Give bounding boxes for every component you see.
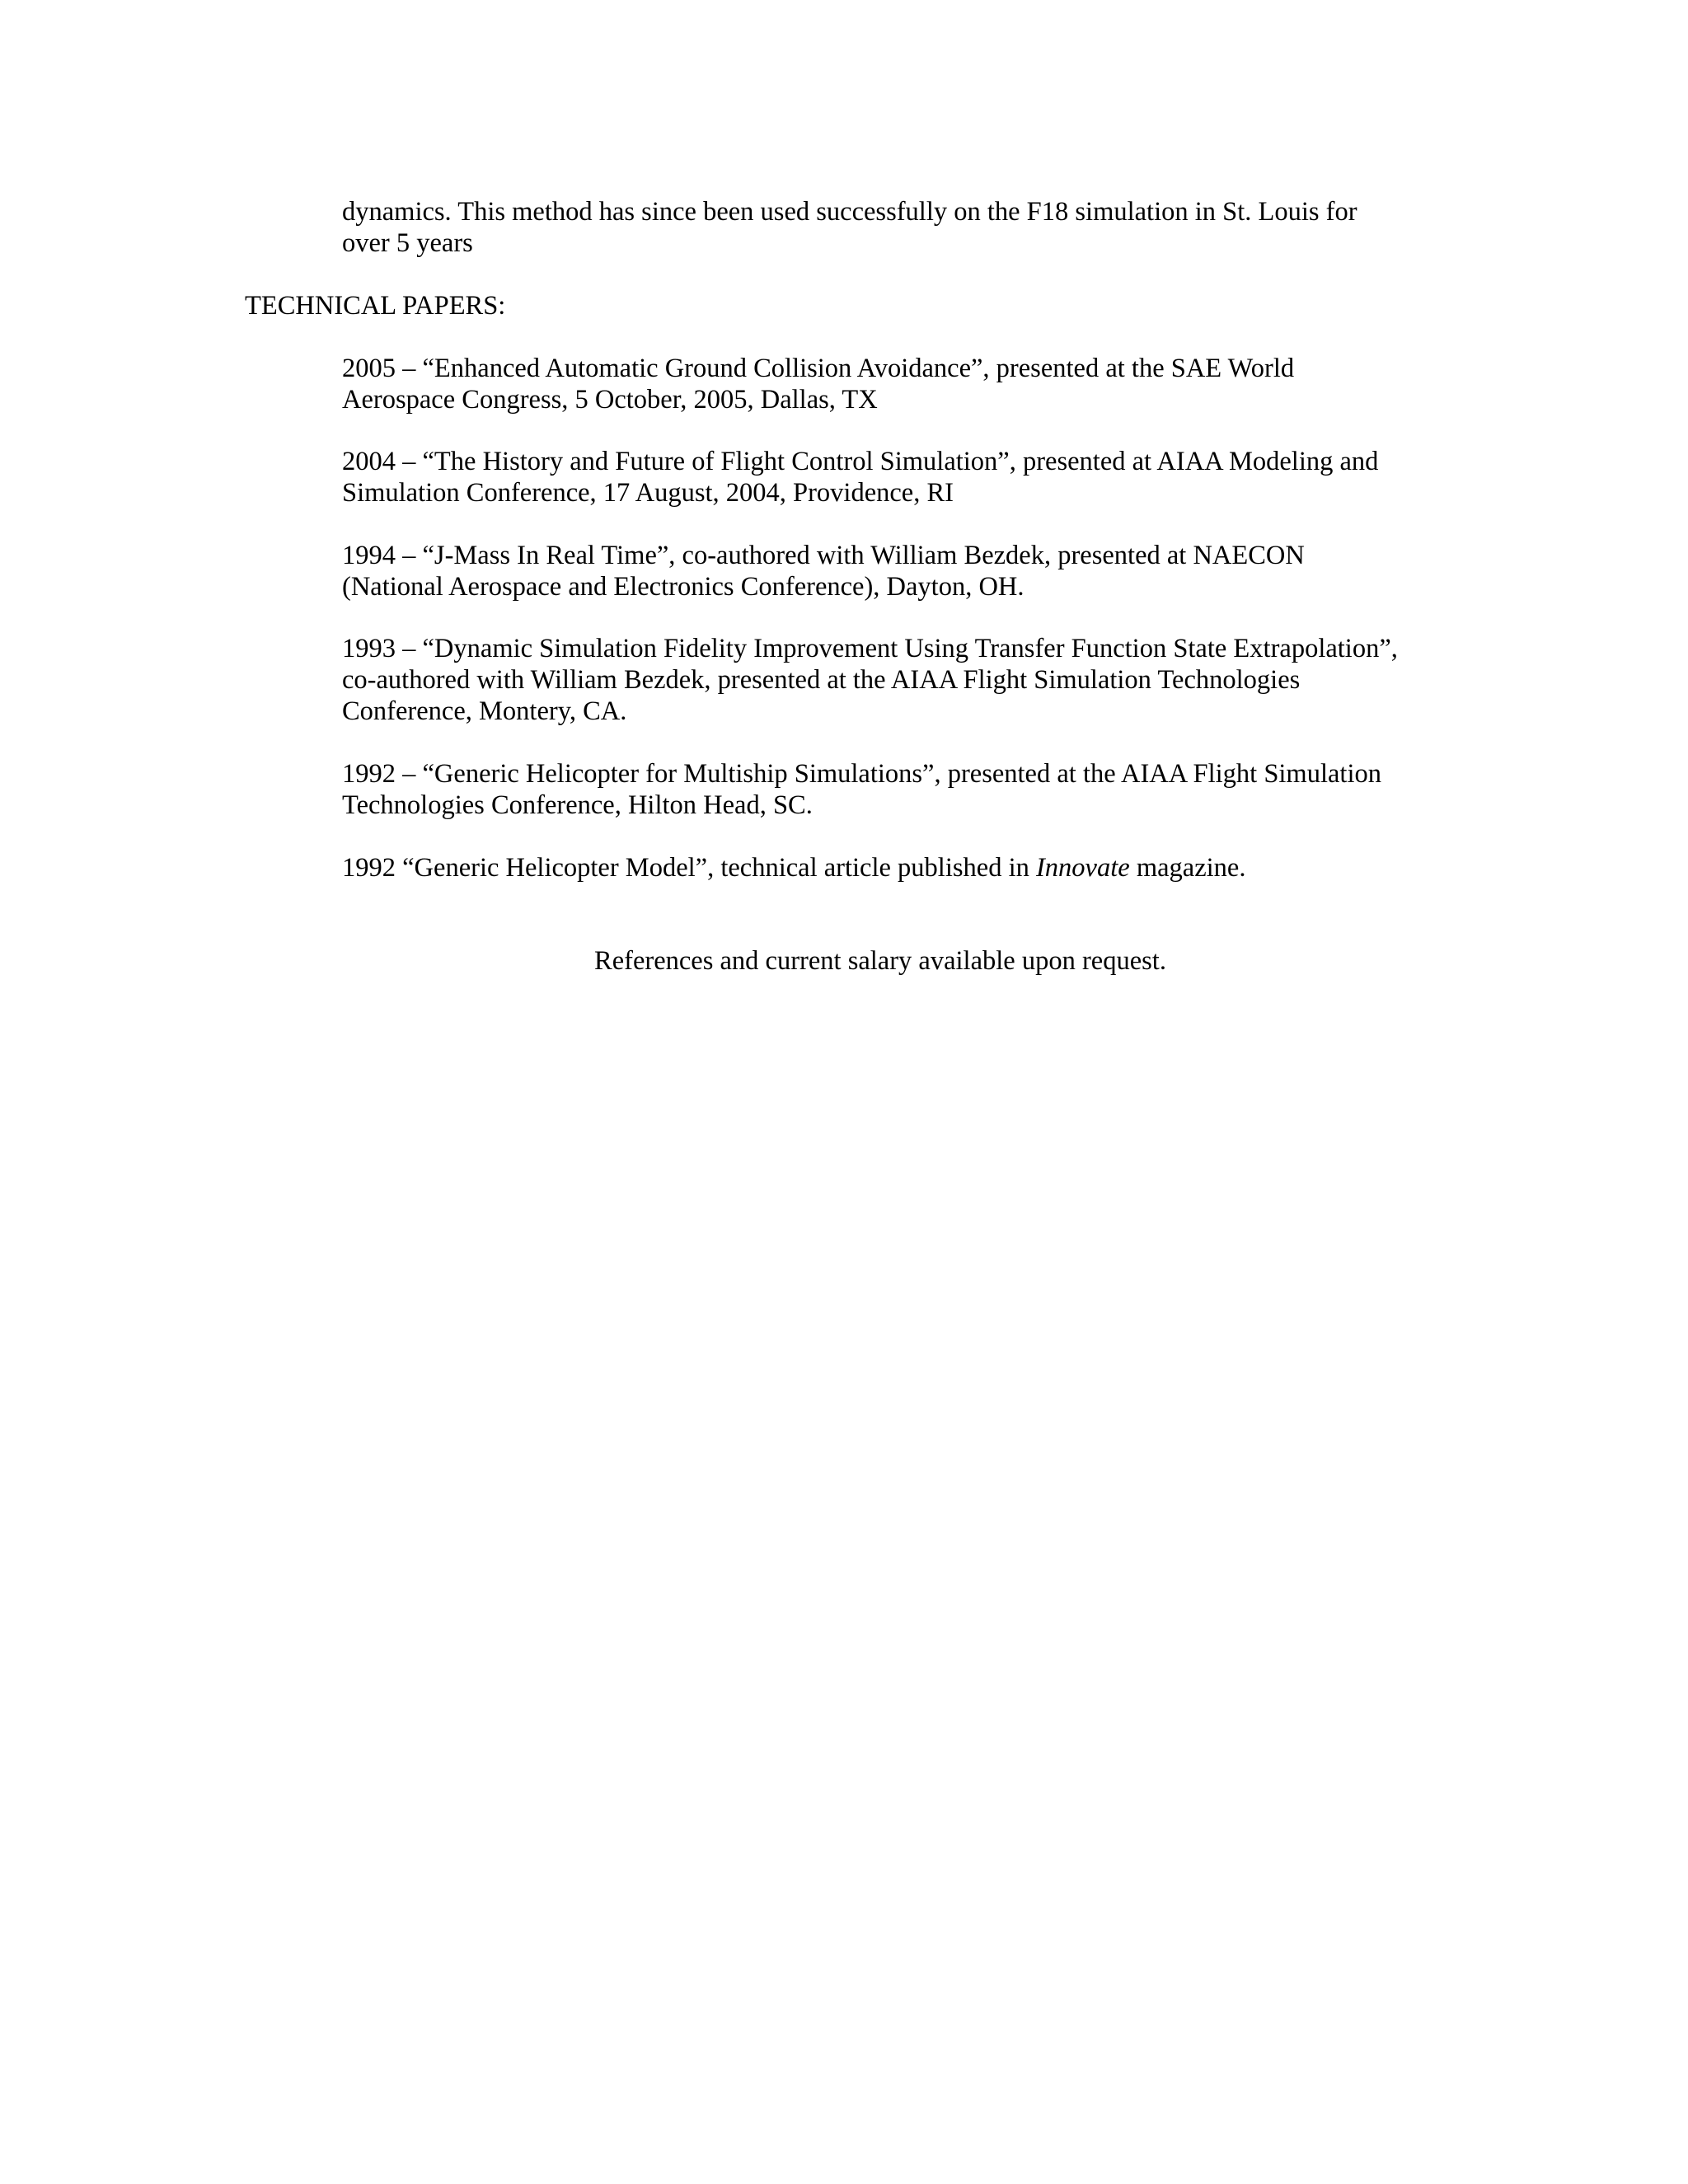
section-heading-technical-papers: TECHNICAL PAPERS:	[245, 291, 506, 321]
paper-entry-text: magazine.	[1129, 853, 1246, 883]
paper-entry-line: 1993 – “Dynamic Simulation Fidelity Improvement Using Transfer Function State Extrapolation”,	[342, 634, 1398, 663]
closing-statement: References and current salary available upon request.	[594, 946, 1166, 976]
paper-entry-line: 2005 – “Enhanced Automatic Ground Collision Avoidance”, presented at the SAE World	[342, 354, 1295, 383]
paper-entry-text: 1992 “Generic Helicopter Model”, technical article published in	[342, 853, 1036, 883]
continuation-line: dynamics. This method has since been used successfully on the F18 simulation in St. Louis for	[342, 197, 1357, 227]
paper-entry-line: 1992 – “Generic Helicopter for Multiship Simulations”, presented at the AIAA Flight Simulation	[342, 759, 1381, 789]
paper-entry-2005	[342, 353, 1294, 415]
paper-entry-line: (National Aerospace and Electronics Conference), Dayton, OH.	[342, 572, 1025, 602]
paper-entry-line: Technologies Conference, Hilton Head, SC.	[342, 790, 813, 820]
paper-entry-1992-multiship	[342, 758, 1381, 821]
paper-entry-line: Simulation Conference, 17 August, 2004, Providence, RI	[342, 478, 954, 508]
paper-entry-1994	[342, 540, 1305, 602]
paper-entry-line: Conference, Montery, CA.	[342, 696, 627, 726]
paper-entry-2004	[342, 446, 1378, 509]
magazine-title: Innovate	[1035, 853, 1130, 883]
paper-entry-line: 1994 – “J-Mass In Real Time”, co-authored with William Bezdek, presented at NAECON	[342, 541, 1305, 570]
paper-entry-line: Aerospace Congress, 5 October, 2005, Dallas, TX	[342, 385, 878, 415]
paper-entry-1993	[342, 633, 1398, 727]
continuation-paragraph	[342, 196, 1357, 259]
paper-entry-line: 2004 – “The History and Future of Flight Control Simulation”, presented at AIAA Modeling and	[342, 447, 1379, 476]
paper-entry-1992-innovate	[342, 852, 1245, 883]
paper-entry-line: co-authored with William Bezdek, presented at the AIAA Flight Simulation Technologies	[342, 665, 1301, 695]
continuation-line: over 5 years	[342, 228, 473, 258]
